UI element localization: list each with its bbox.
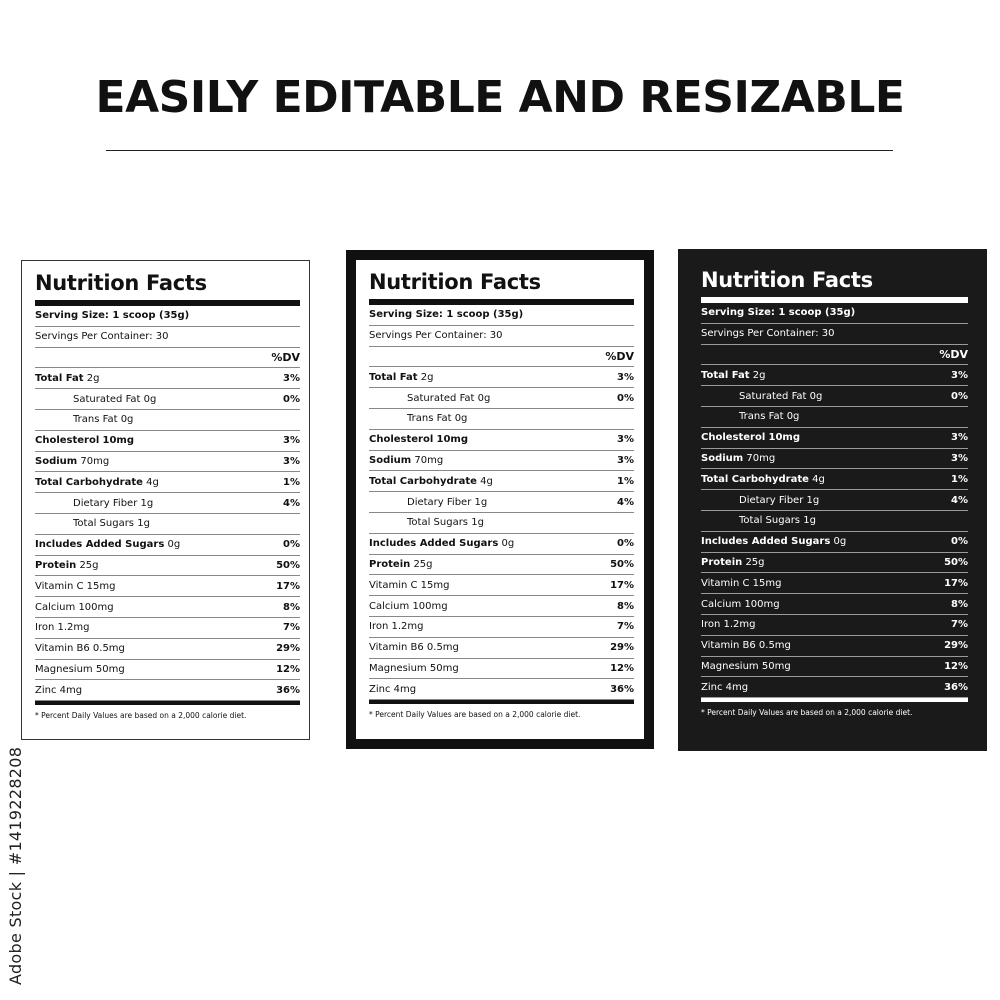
- nutrient-name: [701, 453, 924, 464]
- nutrient-amount: 0g: [501, 538, 515, 550]
- nutrient-name: [701, 391, 924, 402]
- nutrient-amount: 4mg: [725, 681, 749, 693]
- nutrient-amount: 50mg: [429, 662, 459, 674]
- nutrient-row: [369, 596, 634, 617]
- nutrient-dv: 7%: [951, 619, 968, 631]
- nutrient-amount: 15mg: [752, 577, 782, 589]
- nutrient-name: [369, 642, 590, 653]
- nutrient-row: [369, 617, 634, 638]
- nutrient-amount: 0.5mg: [426, 642, 459, 654]
- nutrient-row: [701, 386, 968, 407]
- nutrient-dv: 36%: [610, 683, 634, 695]
- nutrient-row: [35, 389, 300, 410]
- nutrient-amount: 1g: [803, 515, 816, 527]
- nutrient-name: [701, 578, 924, 589]
- nutrient-name: [35, 643, 256, 654]
- nutrient-name: [35, 581, 256, 592]
- nutrient-name: [369, 413, 590, 424]
- nutrient-name: [369, 372, 590, 383]
- nutrient-dv: 0%: [951, 536, 968, 548]
- nutrient-row: [35, 556, 300, 577]
- nutrient-label: Calcium: [369, 600, 410, 612]
- nutrient-name: [369, 538, 590, 549]
- nutrient-dv: 3%: [951, 452, 968, 464]
- nutrient-amount: 0.5mg: [758, 640, 791, 652]
- nutrient-amount: 100mg: [412, 600, 448, 612]
- dv-header: %DV: [35, 348, 300, 369]
- nutrient-name: [701, 495, 924, 506]
- nutrient-name: [369, 601, 590, 612]
- footnote: * Percent Daily Values are based on a 2,000 calorie diet.: [35, 711, 247, 721]
- nutrient-label: Total Sugars: [73, 518, 135, 530]
- nutrient-row: [35, 680, 300, 701]
- nutrient-label: Total Sugars: [739, 515, 801, 527]
- nutrient-amount: 25g: [79, 559, 99, 571]
- serving-size: Serving Size: 1 scoop (35g): [701, 303, 968, 324]
- nutrient-label: Protein: [369, 558, 411, 570]
- nutrient-row: [701, 365, 968, 386]
- nutrient-amount: 1g: [471, 517, 484, 529]
- nutrient-amount: 0g: [477, 392, 491, 404]
- nutrient-amount: 0g: [167, 539, 181, 551]
- nutrient-row: [701, 677, 968, 698]
- nutrient-row: [369, 451, 634, 472]
- nutrient-name: [701, 536, 924, 547]
- footnote: * Percent Daily Values are based on a 2,000 calorie diet.: [701, 708, 913, 718]
- nutrient-dv: 29%: [610, 642, 634, 654]
- nutrient-row: [35, 597, 300, 618]
- nutrient-row: [35, 431, 300, 452]
- servings-per-container: Servings Per Container: 30: [35, 327, 300, 348]
- nutrient-amount: 70mg: [414, 454, 444, 466]
- nutrient-label: Saturated Fat: [739, 390, 807, 402]
- nutrient-label: Protein: [701, 556, 743, 568]
- nutrient-name: [701, 370, 924, 381]
- nutrient-name: [35, 664, 256, 675]
- nutrient-row: [701, 469, 968, 490]
- nutrient-label: Vitamin C: [701, 577, 750, 589]
- nutrient-dv: 3%: [951, 369, 968, 381]
- nutrient-amount: 2g: [752, 369, 766, 381]
- nutrient-row: [701, 594, 968, 615]
- nutrient-name: [35, 477, 256, 488]
- nutrient-dv: 1%: [617, 475, 634, 487]
- nutrient-name: [35, 518, 256, 529]
- nutrient-label: Dietary Fiber: [739, 494, 804, 506]
- nutrient-row: [701, 615, 968, 636]
- nutrient-label: Vitamin C: [369, 579, 418, 591]
- nutrient-amount: 15mg: [420, 579, 450, 591]
- nutrient-amount: 0g: [786, 411, 800, 423]
- nutrient-row: [35, 410, 300, 431]
- nutrient-amount: 4g: [480, 475, 493, 487]
- nutrient-label: Iron: [35, 622, 55, 634]
- nutrient-dv: 3%: [617, 454, 634, 466]
- nutrient-row: [35, 660, 300, 681]
- nutrient-label: Vitamin C: [35, 580, 84, 592]
- nutrient-row: [369, 430, 634, 451]
- nutrient-row: [701, 532, 968, 553]
- nutrient-dv: 4%: [951, 494, 968, 506]
- bottom-rule: [369, 700, 634, 704]
- nutrient-name: [701, 640, 924, 651]
- nutrient-row: [701, 511, 968, 532]
- nutrient-amount: 1g: [137, 518, 150, 530]
- nutrient-dv: 0%: [617, 538, 634, 550]
- nutrient-row: [35, 618, 300, 639]
- nutrient-row: [701, 573, 968, 594]
- nutrient-amount: 0g: [833, 536, 847, 548]
- stock-id-watermark: Adobe Stock | #1419228208: [6, 746, 25, 985]
- nutrient-dv: 17%: [276, 580, 300, 592]
- nutrient-label: Zinc: [369, 683, 391, 695]
- nutrient-label: Total Fat: [701, 369, 750, 381]
- nutrient-amount: 4g: [812, 473, 825, 485]
- nutrient-dv: 17%: [944, 577, 968, 589]
- nutrient-amount: 1g: [474, 496, 488, 508]
- nutrient-row: [369, 388, 634, 409]
- nutrient-label: Dietary Fiber: [407, 496, 472, 508]
- servings-per-container: Servings Per Container: 30: [369, 326, 634, 347]
- nutrient-dv: 50%: [944, 556, 968, 568]
- nutrient-label: Calcium: [35, 601, 76, 613]
- nutrient-label: Zinc: [35, 684, 57, 696]
- nutrient-amount: 50mg: [761, 660, 791, 672]
- nutrient-name: [701, 599, 924, 610]
- nutrient-label: Iron: [369, 621, 389, 633]
- nutrient-amount: 1.2mg: [57, 622, 90, 634]
- nutrient-row: [701, 553, 968, 574]
- nutrient-label: Magnesium: [35, 663, 93, 675]
- nutrient-name: [701, 661, 924, 672]
- label-title: Nutrition Facts: [35, 271, 207, 295]
- nutrient-row: [35, 639, 300, 660]
- footnote: * Percent Daily Values are based on a 2,000 calorie diet.: [369, 710, 581, 720]
- nutrient-label: Vitamin B6: [701, 640, 756, 652]
- nutrient-label: Trans Fat: [73, 414, 118, 426]
- servings-per-container: Servings Per Container: 30: [701, 324, 968, 345]
- nutrient-label: Total Carbohydrate: [701, 473, 809, 485]
- nutrient-name: [35, 602, 256, 613]
- serving-size: Serving Size: 1 scoop (35g): [35, 306, 300, 327]
- nutrition-label-inverted: [678, 249, 987, 751]
- nutrient-dv: 17%: [610, 579, 634, 591]
- nutrient-name: [35, 456, 256, 467]
- nutrient-amount: 1g: [806, 494, 820, 506]
- nutrient-row: [701, 449, 968, 470]
- nutrient-label: Calcium: [701, 598, 742, 610]
- nutrient-label: Iron: [701, 619, 721, 631]
- nutrient-amount: 70mg: [746, 452, 776, 464]
- nutrient-dv: 0%: [283, 539, 300, 551]
- label-title: Nutrition Facts: [369, 270, 541, 294]
- nutrient-name: [35, 373, 256, 384]
- nutrient-name: [369, 621, 590, 632]
- nutrient-dv: 0%: [283, 393, 300, 405]
- nutrient-dv: 29%: [276, 643, 300, 655]
- nutrition-label-thick-border: [346, 250, 654, 749]
- nutrient-label: Total Fat: [35, 372, 84, 384]
- nutrient-amount: 4mg: [59, 684, 83, 696]
- label-title: Nutrition Facts: [701, 268, 873, 292]
- nutrient-amount: 1.2mg: [391, 621, 424, 633]
- nutrient-dv: 12%: [610, 662, 634, 674]
- nutrient-dv: 8%: [283, 601, 300, 613]
- nutrient-label: Includes Added Sugars: [35, 539, 165, 551]
- nutrient-name: [369, 497, 590, 508]
- nutrient-label: Total Carbohydrate: [369, 475, 477, 487]
- dv-header: %DV: [701, 345, 968, 366]
- nutrient-label: Cholesterol: [369, 434, 434, 446]
- nutrient-name: [701, 432, 924, 443]
- nutrient-label: Zinc: [701, 681, 723, 693]
- nutrient-label: Saturated Fat: [407, 392, 475, 404]
- nutrient-row: [35, 514, 300, 535]
- nutrient-amount: 50mg: [95, 663, 125, 675]
- nutrient-amount: 1g: [140, 497, 154, 509]
- nutrient-name: [369, 517, 590, 528]
- nutrient-name: [35, 414, 256, 425]
- nutrient-label: Includes Added Sugars: [701, 536, 831, 548]
- nutrient-label: Saturated Fat: [73, 393, 141, 405]
- nutrient-label: Sodium: [701, 452, 744, 464]
- nutrient-dv: 12%: [944, 660, 968, 672]
- nutrient-label: Protein: [35, 559, 77, 571]
- serving-size: Serving Size: 1 scoop (35g): [369, 305, 634, 326]
- nutrient-dv: 8%: [617, 600, 634, 612]
- nutrient-name: [701, 411, 924, 422]
- nutrient-row: [701, 490, 968, 511]
- nutrient-row: [35, 535, 300, 556]
- nutrient-amount: 0g: [454, 413, 468, 425]
- nutrient-dv: 36%: [944, 681, 968, 693]
- nutrient-dv: 0%: [951, 390, 968, 402]
- nutrient-name: [701, 474, 924, 485]
- nutrient-name: [701, 515, 924, 526]
- nutrient-name: [369, 663, 590, 674]
- nutrient-dv: 1%: [283, 476, 300, 488]
- nutrient-dv: 1%: [951, 473, 968, 485]
- nutrient-row: [35, 452, 300, 473]
- nutrient-amount: 4g: [146, 476, 159, 488]
- nutrient-label: Sodium: [369, 454, 412, 466]
- nutrient-row: [369, 409, 634, 430]
- nutrient-name: [369, 684, 590, 695]
- nutrient-row: [369, 659, 634, 680]
- nutrient-dv: 29%: [944, 640, 968, 652]
- nutrient-amount: 100mg: [744, 598, 780, 610]
- nutrient-row: [35, 368, 300, 389]
- nutrient-amount: 0.5mg: [92, 643, 125, 655]
- nutrient-row: [369, 575, 634, 596]
- nutrient-name: [369, 580, 590, 591]
- nutrient-row: [369, 679, 634, 700]
- nutrient-row: [701, 407, 968, 428]
- nutrient-amount: 0g: [143, 393, 157, 405]
- nutrient-amount: 0g: [120, 414, 134, 426]
- nutrient-label: Vitamin B6: [35, 643, 90, 655]
- nutrient-dv: 3%: [617, 434, 634, 446]
- nutrient-row: [701, 657, 968, 678]
- nutrient-amount: 15mg: [86, 580, 116, 592]
- nutrient-amount: 2g: [420, 371, 434, 383]
- nutrient-name: [35, 498, 256, 509]
- nutrient-label: Magnesium: [701, 660, 759, 672]
- nutrient-amount: 70mg: [80, 455, 110, 467]
- nutrient-dv: 7%: [283, 622, 300, 634]
- nutrient-name: [35, 622, 256, 633]
- nutrient-dv: 3%: [283, 372, 300, 384]
- nutrient-row: [369, 471, 634, 492]
- nutrient-label: Total Sugars: [407, 517, 469, 529]
- nutrient-dv: 3%: [951, 432, 968, 444]
- nutrition-label-outline: [21, 260, 310, 740]
- nutrient-label: Vitamin B6: [369, 642, 424, 654]
- headline: EASILY EDITABLE AND RESIZABLE: [95, 72, 905, 123]
- nutrient-dv: 7%: [617, 621, 634, 633]
- nutrient-amount: 0g: [809, 390, 823, 402]
- nutrient-row: [369, 638, 634, 659]
- nutrient-label: Total Fat: [369, 371, 418, 383]
- nutrient-name: [35, 560, 256, 571]
- nutrient-name: [369, 559, 590, 570]
- nutrient-label: Sodium: [35, 455, 78, 467]
- nutrient-amount: 4mg: [393, 683, 417, 695]
- nutrient-row: [369, 534, 634, 555]
- nutrient-label: Trans Fat: [739, 411, 784, 423]
- nutrient-dv: 36%: [276, 684, 300, 696]
- nutrient-row: [701, 428, 968, 449]
- nutrient-amount: 10mg: [436, 434, 468, 446]
- nutrient-row: [35, 576, 300, 597]
- nutrient-amount: 10mg: [768, 432, 800, 444]
- nutrient-dv: 3%: [283, 435, 300, 447]
- nutrient-name: [701, 619, 924, 630]
- nutrient-dv: 3%: [283, 455, 300, 467]
- nutrient-name: [35, 685, 256, 696]
- nutrient-amount: 25g: [745, 556, 765, 568]
- nutrient-name: [701, 682, 924, 693]
- nutrient-label: Trans Fat: [407, 413, 452, 425]
- nutrient-amount: 25g: [413, 558, 433, 570]
- nutrient-dv: 4%: [283, 497, 300, 509]
- nutrient-dv: 12%: [276, 663, 300, 675]
- nutrient-row: [369, 555, 634, 576]
- nutrient-label: Includes Added Sugars: [369, 538, 499, 550]
- bottom-rule: [35, 701, 300, 705]
- nutrient-name: [35, 435, 256, 446]
- nutrient-amount: 10mg: [102, 435, 134, 447]
- nutrient-name: [35, 394, 256, 405]
- nutrient-label: Dietary Fiber: [73, 497, 138, 509]
- nutrient-amount: 100mg: [78, 601, 114, 613]
- headline-divider: [106, 150, 893, 151]
- nutrient-dv: 4%: [617, 496, 634, 508]
- nutrient-amount: 2g: [86, 372, 100, 384]
- nutrient-name: [369, 434, 590, 445]
- nutrient-dv: 8%: [951, 598, 968, 610]
- nutrient-dv: 0%: [617, 392, 634, 404]
- nutrient-name: [35, 539, 256, 550]
- nutrient-label: Cholesterol: [701, 432, 766, 444]
- nutrient-dv: 50%: [276, 559, 300, 571]
- nutrient-label: Cholesterol: [35, 435, 100, 447]
- nutrient-label: Total Carbohydrate: [35, 476, 143, 488]
- nutrient-dv: 3%: [617, 371, 634, 383]
- nutrient-row: [369, 513, 634, 534]
- nutrient-row: [369, 492, 634, 513]
- nutrient-amount: 1.2mg: [723, 619, 756, 631]
- nutrient-label: Magnesium: [369, 662, 427, 674]
- nutrient-name: [369, 393, 590, 404]
- nutrient-name: [369, 455, 590, 466]
- nutrient-row: [35, 472, 300, 493]
- bottom-rule: [701, 698, 968, 702]
- dv-header: %DV: [369, 347, 634, 368]
- nutrient-row: [701, 636, 968, 657]
- nutrient-name: [369, 476, 590, 487]
- nutrient-row: [369, 367, 634, 388]
- nutrient-name: [701, 557, 924, 568]
- nutrient-dv: 50%: [610, 558, 634, 570]
- nutrient-row: [35, 493, 300, 514]
